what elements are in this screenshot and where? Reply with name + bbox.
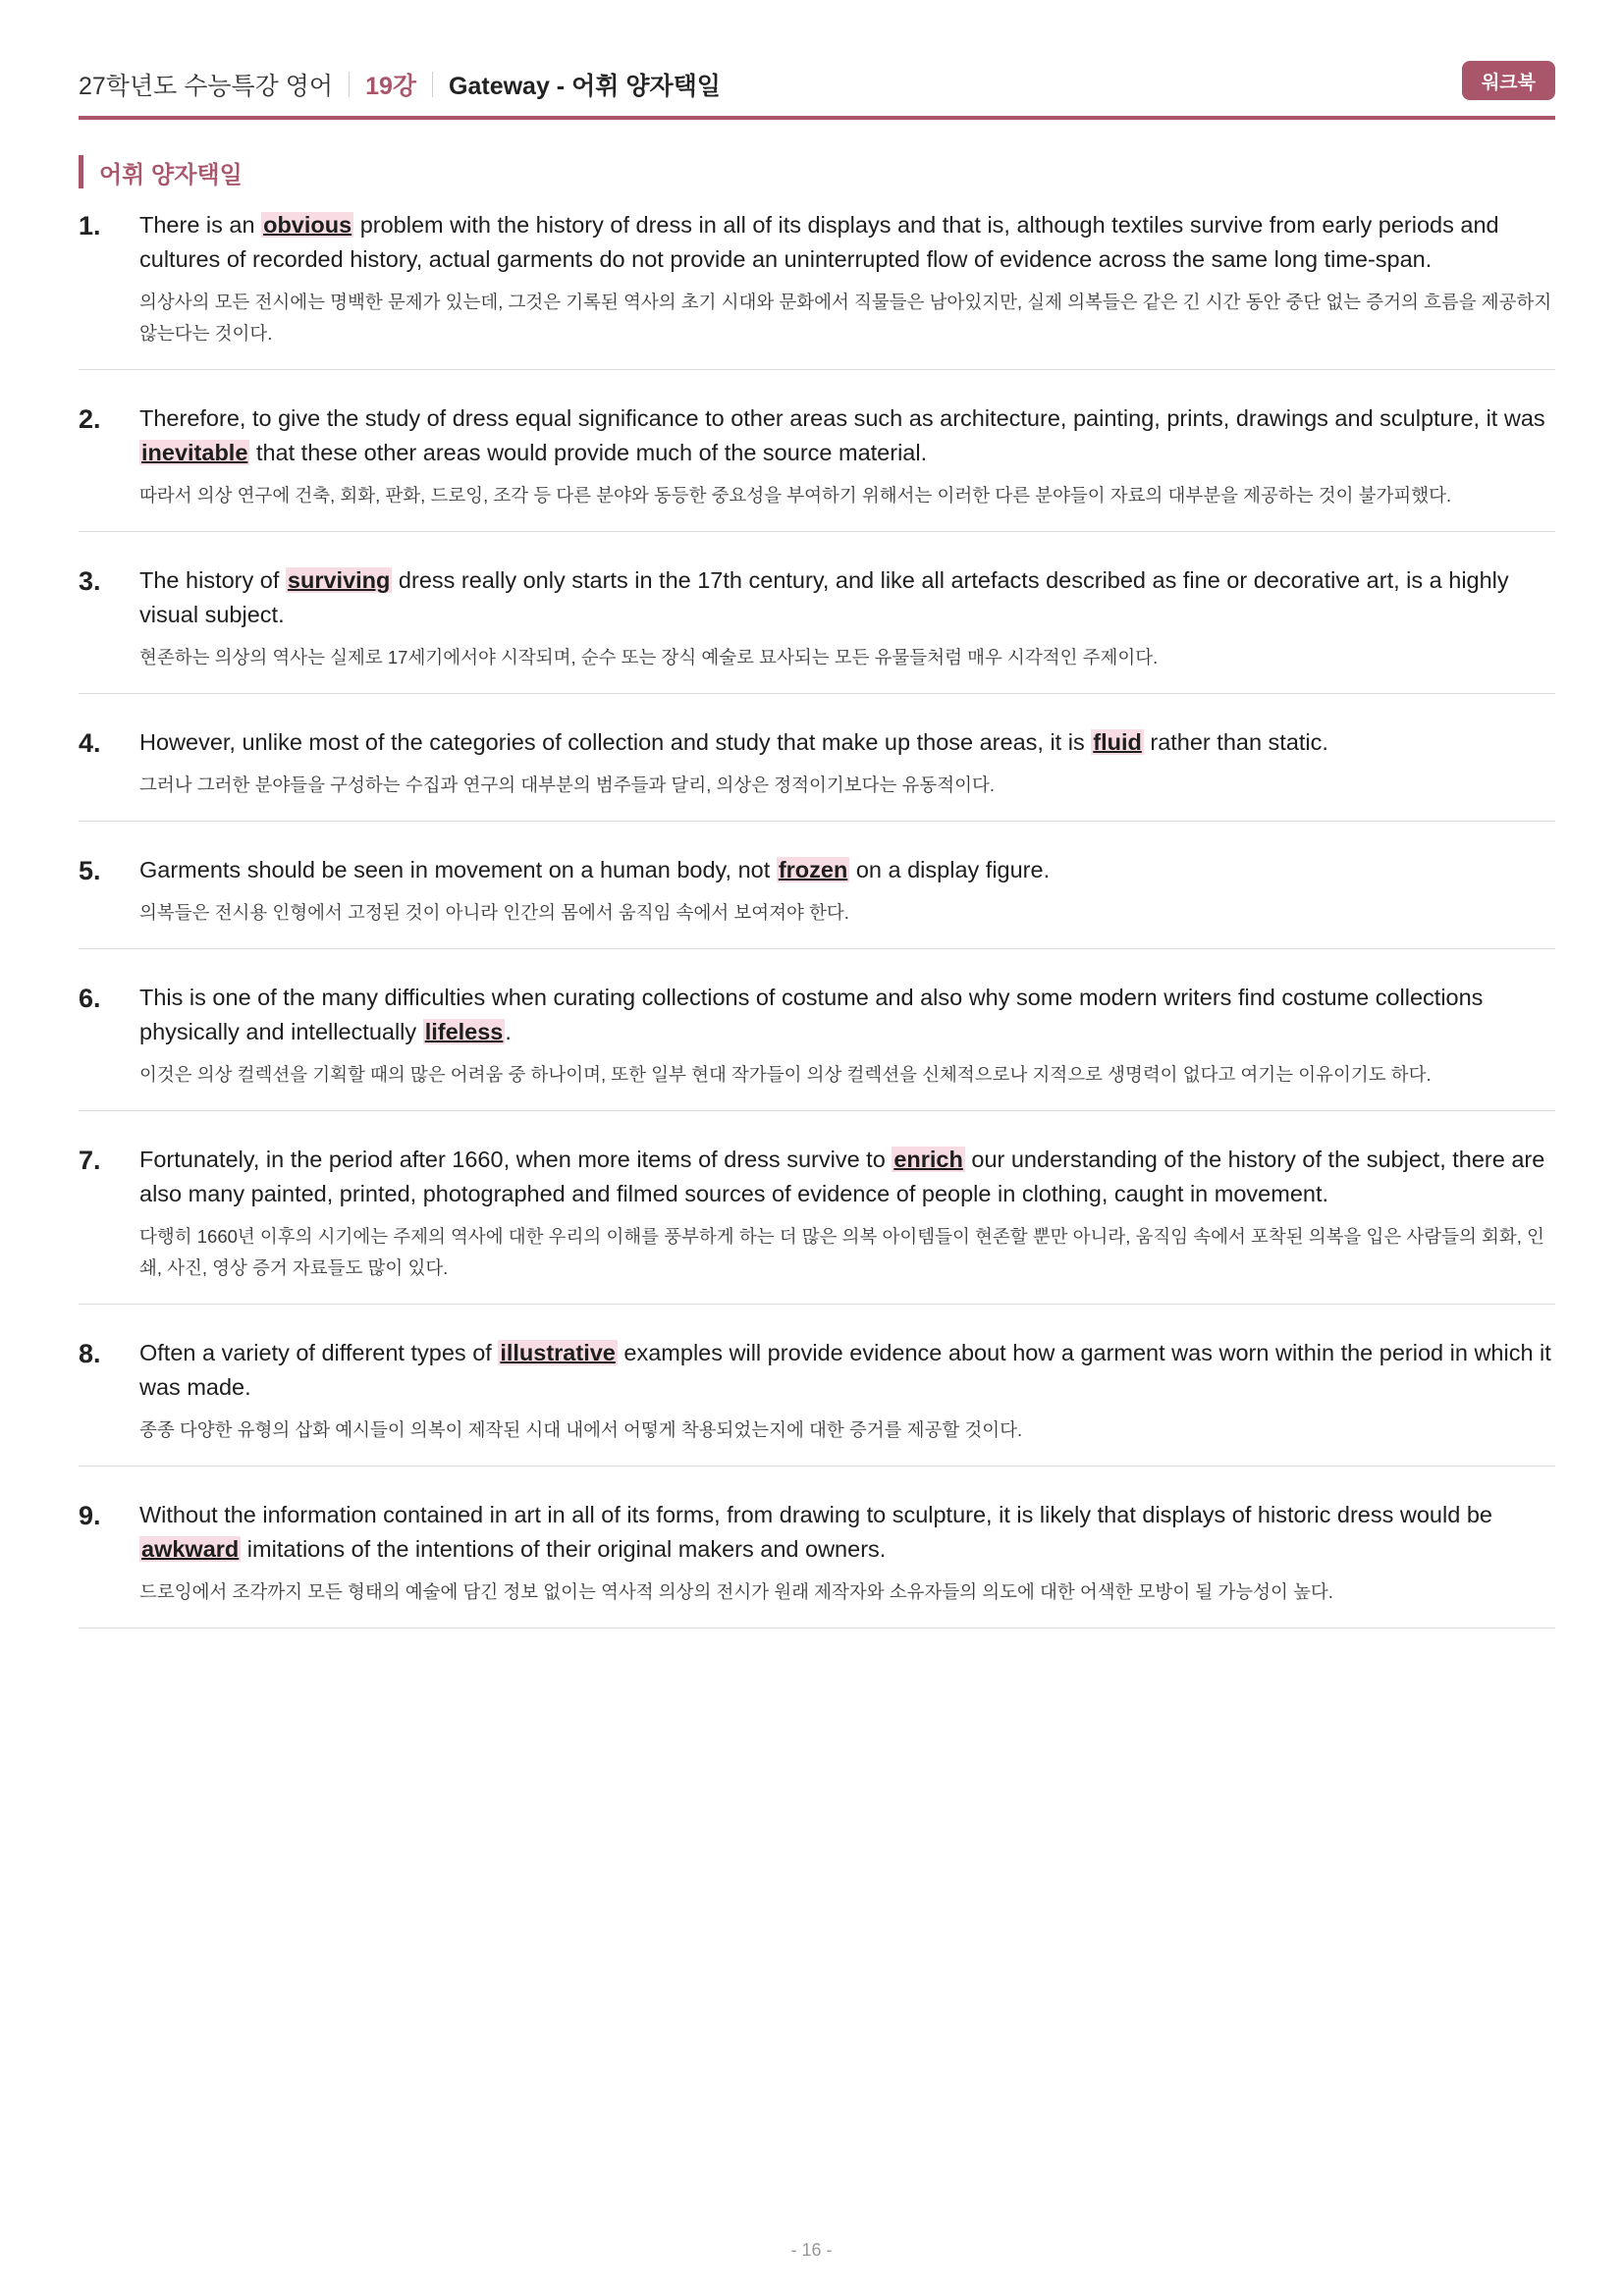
question-list [79, 200, 1555, 1652]
page-number: - 16 - [790, 2240, 833, 2260]
question-item [79, 1135, 1555, 1305]
vocab-word: enrich [893, 1147, 963, 1172]
sentence-text: Garments should be seen in movement on a human body, not [139, 857, 777, 882]
section-title: 어휘 양자택일 [79, 155, 243, 188]
question-number: 7. [79, 1146, 101, 1175]
sentence-text: The history of [139, 567, 286, 593]
korean-translation: 의복들은 전시용 인형에서 고정된 것이 아니라 인간의 몸에서 움직임 속에서 보여져야 한다. [139, 902, 849, 923]
question-number: 8. [79, 1339, 101, 1368]
english-sentence [139, 208, 1555, 277]
sentence-text: This is one of the many difficulties when curating collections of costume and also why some modern writers find costume collections physically and intellectually [139, 985, 1484, 1044]
sentence-text: . [505, 1019, 512, 1044]
question-item [79, 394, 1555, 532]
question-item [79, 973, 1555, 1111]
vocab-word: inevitable [141, 440, 248, 465]
question-item [79, 718, 1555, 822]
sentence-text: Often a variety of different types of [139, 1340, 499, 1365]
question-number: 6. [79, 984, 101, 1013]
sentence-text: examples will provide evidence about how a garment was worn within the period in which it was made. [139, 1340, 1551, 1400]
vocab-word: obvious [263, 212, 352, 238]
sentence-text: imitations of the intentions of their original makers and owners. [241, 1536, 887, 1562]
header-divider [432, 72, 433, 97]
sentence-text: on a display figure. [849, 857, 1051, 882]
question-item [79, 1328, 1555, 1467]
english-sentence [139, 725, 1555, 760]
vocab-word: frozen [778, 857, 848, 882]
header-divider [349, 72, 350, 97]
sentence-text: Fortunately, in the period after 1660, when more items of dress survive to [139, 1147, 893, 1172]
question-item [79, 556, 1555, 694]
vocab-word: illustrative [500, 1340, 616, 1365]
vocab-word: lifeless [424, 1019, 504, 1044]
header-rule [79, 116, 1555, 120]
lesson-title: Gateway - 어휘 양자택일 [449, 73, 721, 100]
vocab-word: awkward [141, 1536, 240, 1562]
english-sentence [139, 1336, 1555, 1405]
korean-translation: 그러나 그러한 분야들을 구성하는 수집과 연구의 대부분의 범주들과 달리, 의상은 정적이기보다는 유동적이다. [139, 774, 996, 795]
sentence-text: Therefore, to give the study of dress equal significance to other areas such as architecture, painting, prints, drawings and sculpture, it was [139, 405, 1545, 431]
korean-translation: 현존하는 의상의 역사는 실제로 17세기에서야 시작되며, 순수 또는 장식 예술로 묘사되는 모든 유물들처럼 매우 시각적인 주제이다. [139, 647, 1159, 667]
question-item [79, 1490, 1555, 1629]
sentence-text: problem with the history of dress in all of its displays and that is, although textiles survive from early periods and cultures of recorded history, actual garments do not provide an uninterrupted flow of evidence across the same long time-span. [139, 212, 1499, 272]
english-sentence [139, 853, 1555, 887]
workbook-badge: 워크북 [1462, 61, 1555, 100]
sentence-text: Without the information contained in art in all of its forms, from drawing to sculpture, it is likely that displays of historic dress would be [139, 1502, 1492, 1527]
question-number: 3. [79, 566, 101, 596]
question-number: 9. [79, 1501, 101, 1530]
sentence-text: There is an [139, 212, 262, 238]
korean-translation: 따라서 의상 연구에 건축, 회화, 판화, 드로잉, 조각 등 다른 분야와 동등한 중요성을 부여하기 위해서는 이러한 다른 분야들이 자료의 대부분을 제공하는 것이 불가피했다. [139, 485, 1452, 506]
sentence-text: that these other areas would provide much of the source material. [249, 440, 928, 465]
sentence-text: dress really only starts in the 17th century, and like all artefacts described as fine or decorative art, is a highly visual subject. [139, 567, 1509, 627]
vocab-word: surviving [287, 567, 391, 593]
korean-translation: 의상사의 모든 전시에는 명백한 문제가 있는데, 그것은 기록된 역사의 초기 시대와 문화에서 직물들은 남아있지만, 실제 의복들은 같은 긴 시간 동안 중단 없는 증거의 흐름을 제공하지 않는다는 것이다. [139, 292, 1552, 344]
question-number: 2. [79, 404, 101, 434]
korean-translation: 이것은 의상 컬렉션을 기획할 때의 많은 어려움 중 하나이며, 또한 일부 현대 작가들이 의상 컬렉션을 신체적으로나 지적으로 생명력이 없다고 여기는 이유이기도 하다. [139, 1064, 1432, 1085]
question-number: 5. [79, 856, 101, 885]
question-item [79, 200, 1555, 370]
sentence-text: rather than static. [1143, 729, 1328, 755]
korean-translation: 종종 다양한 유형의 삽화 예시들이 의복이 제작된 시대 내에서 어떻게 착용되었는지에 대한 증거를 제공할 것이다. [139, 1419, 1023, 1440]
korean-translation: 다행히 1660년 이후의 시기에는 주제의 역사에 대한 우리의 이해를 풍부하게 하는 더 많은 의복 아이템들이 현존할 뿐만 아니라, 움직임 속에서 포착된 의복을 입은 사람들의 회화, 인쇄, 사진, 영상 증거 자료들도 많이 있다. [139, 1226, 1544, 1278]
lesson-number: 19강 [365, 73, 417, 100]
korean-translation: 드로잉에서 조각까지 모든 형태의 예술에 담긴 정보 없이는 역사적 의상의 전시가 원래 제작자와 소유자들의 의도에 대한 어색한 모방이 될 가능성이 높다. [139, 1581, 1333, 1602]
english-sentence [139, 563, 1555, 632]
question-item [79, 845, 1555, 949]
english-sentence [139, 1498, 1555, 1567]
book-title: 27학년도 수능특강 영어 [79, 73, 334, 100]
question-number: 1. [79, 211, 101, 240]
question-number: 4. [79, 728, 101, 758]
sentence-text: our understanding of the history of the subject, there are also many painted, printed, photographed and filmed sources of evidence of people in clothing, caught in movement. [139, 1147, 1545, 1206]
english-sentence [139, 1143, 1555, 1211]
sentence-text: However, unlike most of the categories of collection and study that make up those areas, it is [139, 729, 1092, 755]
vocab-word: fluid [1093, 729, 1142, 755]
english-sentence [139, 401, 1555, 470]
english-sentence [139, 981, 1555, 1049]
page-header [79, 61, 1555, 108]
